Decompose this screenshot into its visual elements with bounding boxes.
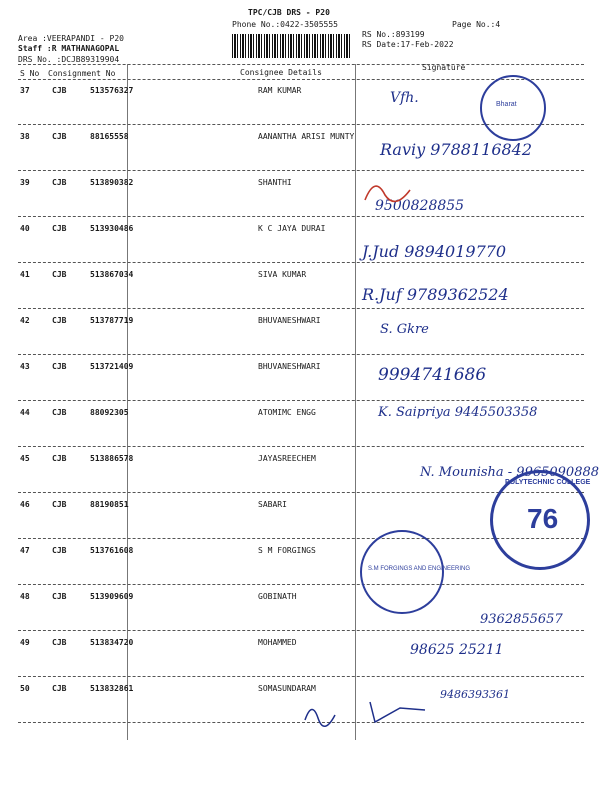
row-divider — [18, 676, 584, 677]
row-serial-number: 42 — [20, 316, 30, 325]
row-cjb-code: CJB — [52, 316, 67, 325]
row-serial-number: 47 — [20, 546, 30, 555]
stamp-text: POLYTECHNIC COLLEGE — [505, 479, 591, 486]
row-divider — [18, 446, 584, 447]
row-serial-number: 41 — [20, 270, 30, 279]
row-consignee-name: SOMASUNDARAM — [258, 684, 316, 693]
row-consignee-name: K C JAYA DURAI — [258, 224, 326, 233]
row-serial-number: 44 — [20, 408, 30, 417]
row-serial-number: 43 — [20, 362, 30, 371]
header-divider — [18, 64, 584, 65]
document-title: TPC/CJB DRS - P20 — [248, 8, 330, 17]
handwritten-signature: 9500828855 — [375, 198, 465, 214]
row-divider — [18, 308, 584, 309]
row-cjb-code: CJB — [52, 454, 67, 463]
row-cjb-code: CJB — [52, 178, 67, 187]
page-number: Page No.:4 — [452, 20, 501, 29]
signature-scribble — [360, 175, 420, 215]
handwritten-signature: N. Mounisha - 9965090888 — [420, 465, 600, 480]
stamp-text: S.M FORGINGS AND ENGINEERING — [368, 566, 471, 572]
row-serial-number: 38 — [20, 132, 30, 141]
row-consignee-name: AANANTHA ARISI MUNTY — [258, 132, 355, 141]
row-consignment-number: 513576327 — [90, 86, 134, 95]
row-consignee-name: RAM KUMAR — [258, 86, 302, 95]
area-label: Area :VEERAPANDI - P20 — [18, 34, 124, 43]
row-consignee-name: SHANTHI — [258, 178, 292, 187]
rs-date: RS Date:17-Feb-2022 — [362, 40, 454, 49]
staff-label: Staff :R MATHANAGOPAL — [18, 44, 120, 53]
row-serial-number: 48 — [20, 592, 30, 601]
row-cjb-code: CJB — [52, 362, 67, 371]
handwritten-signature: 9362855657 — [480, 612, 563, 627]
row-divider — [18, 262, 584, 263]
row-serial-number: 37 — [20, 86, 30, 95]
row-divider — [18, 584, 584, 585]
company-stamp — [360, 530, 471, 614]
barcode — [232, 34, 350, 58]
row-divider — [18, 400, 584, 401]
row-divider — [18, 354, 584, 355]
round-stamp — [480, 75, 546, 141]
college-stamp — [490, 470, 590, 570]
row-consignment-number: 513832861 — [90, 684, 134, 693]
handwritten-signature: S. Gkre — [380, 322, 429, 337]
row-cjb-code: CJB — [52, 270, 67, 279]
col-signature: Signature — [422, 63, 466, 72]
rs-number: RS No.:893199 — [362, 30, 425, 39]
row-consignment-number: 513721409 — [90, 362, 134, 371]
row-consignee-name: JAYASREECHEM — [258, 454, 316, 463]
row-consignment-number: 513886578 — [90, 454, 134, 463]
row-consignment-number: 513787719 — [90, 316, 134, 325]
row-consignee-name: SIVA KUMAR — [258, 270, 307, 279]
row-consignment-number: 88165558 — [90, 132, 129, 141]
row-consignee-name: BHUVANESHWARI — [258, 316, 321, 325]
row-serial-number: 46 — [20, 500, 30, 509]
row-serial-number: 49 — [20, 638, 30, 647]
row-serial-number: 50 — [20, 684, 30, 693]
row-consignment-number: 88092305 — [90, 408, 129, 417]
col-details: Consignee Details — [240, 68, 322, 77]
row-consignment-number: 513834720 — [90, 638, 134, 647]
stamp-number: 76 — [527, 503, 559, 534]
row-divider — [18, 216, 584, 217]
stamp-text: Bharat — [496, 101, 517, 108]
handwritten-signature: 9486393361 — [440, 688, 510, 701]
column-line — [355, 64, 356, 740]
row-consignment-number: 513761608 — [90, 546, 134, 555]
row-consignee-name: BHUVANESHWARI — [258, 362, 321, 371]
row-consignee-name: S M FORGINGS — [258, 546, 316, 555]
handwritten-signature: J.Jud 9894019770 — [362, 242, 507, 261]
handwritten-signature: 9994741686 — [378, 365, 487, 385]
handwritten-signature: K. Saipriya 9445503358 — [378, 405, 538, 420]
phone-number: Phone No.:0422-3505555 — [232, 20, 338, 29]
handwritten-signature: Vfh. — [390, 90, 419, 106]
row-serial-number: 45 — [20, 454, 30, 463]
row-consignee-name: ATOMIMC ENGG — [258, 408, 316, 417]
row-cjb-code: CJB — [52, 408, 67, 417]
row-consignment-number: 88190851 — [90, 500, 129, 509]
row-serial-number: 39 — [20, 178, 30, 187]
row-divider — [18, 630, 584, 631]
row-cjb-code: CJB — [52, 546, 67, 555]
row-consignee-name: SABARI — [258, 500, 287, 509]
row-cjb-code: CJB — [52, 132, 67, 141]
handwritten-signature: Raviy 9788116842 — [380, 140, 533, 159]
row-divider — [18, 170, 584, 171]
row-cjb-code: CJB — [52, 86, 67, 95]
row-cjb-code: CJB — [52, 224, 67, 233]
signature-scribble — [300, 690, 430, 730]
row-consignment-number: 513909609 — [90, 592, 134, 601]
col-sno: S No — [20, 69, 40, 78]
handwritten-signature: 98625 25211 — [410, 642, 504, 658]
drs-number: DRS No. :DCJB89319904 — [18, 55, 120, 64]
row-consignee-name: MOHAMMED — [258, 638, 297, 647]
row-consignment-number: 513867034 — [90, 270, 134, 279]
row-consignee-name: GOBINATH — [258, 592, 297, 601]
row-consignment-number: 513890382 — [90, 178, 134, 187]
handwritten-signature: R.Juf 9789362524 — [362, 285, 509, 304]
row-cjb-code: CJB — [52, 684, 67, 693]
row-consignment-number: 513930486 — [90, 224, 134, 233]
row-cjb-code: CJB — [52, 500, 67, 509]
row-serial-number: 40 — [20, 224, 30, 233]
row-cjb-code: CJB — [52, 592, 67, 601]
col-consignment: Consignment No — [48, 69, 116, 78]
row-cjb-code: CJB — [52, 638, 67, 647]
